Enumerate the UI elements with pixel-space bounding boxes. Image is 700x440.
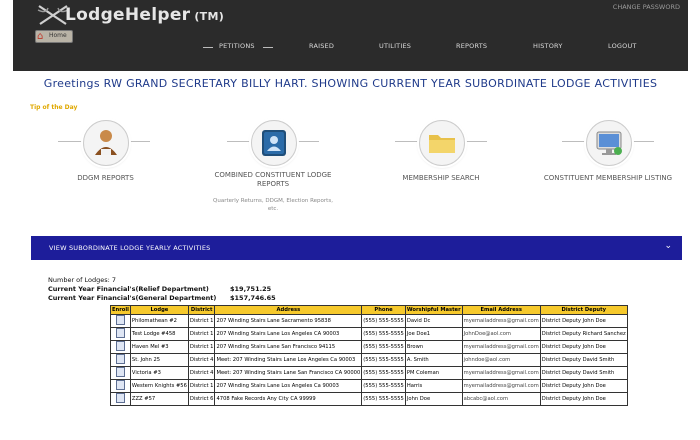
- enroll-cell[interactable]: [111, 328, 131, 341]
- feature-divider: [395, 141, 419, 142]
- feature-title-membership-search[interactable]: MEMBERSHIP SEARCH: [402, 174, 480, 182]
- address: Meet: 207 Winding Stairs Lane Los Angeles Ca 90003: [215, 354, 362, 367]
- feature-title-membership-listing[interactable]: CONSTITUENT MEMBERSHIP LISTING: [543, 174, 673, 182]
- worshipful-master: Joe Doe1: [405, 328, 462, 341]
- home-label: Home: [49, 32, 67, 39]
- column-header: Worshipful Master: [406, 307, 461, 313]
- phone: (555) 555-5555: [362, 315, 406, 328]
- column-header: Lodge: [130, 306, 188, 315]
- district: District 1: [188, 380, 215, 393]
- address: 207 Winding Stairs Lane Los Angeles CA 90003: [215, 328, 362, 341]
- district: District 4: [188, 367, 215, 380]
- feature-divider: [630, 141, 654, 142]
- column-header: Phone: [362, 306, 406, 315]
- nav-petitions[interactable]: PETITIONS: [219, 42, 255, 50]
- feature-subtitle-combined-reports: Quarterly Returns, DDGM, Election Reports, etc.: [213, 198, 333, 212]
- phone: (555) 555-5555: [362, 367, 406, 380]
- enroll-cell[interactable]: [111, 315, 131, 328]
- column-header: Address: [215, 306, 362, 315]
- tip-of-the-day[interactable]: Tip of the Day: [30, 104, 78, 111]
- district-deputy: District Deputy John Doe: [540, 341, 627, 354]
- membership-listing-button[interactable]: [586, 120, 632, 166]
- district-deputy: District Deputy John Doe: [540, 315, 627, 328]
- address: 207 Winding Stairs Lane Sacramento 95838: [215, 315, 362, 328]
- lodge-name: Victoria #3: [130, 367, 188, 380]
- person-icon: [84, 121, 128, 165]
- worshipful-master: Brown: [405, 341, 462, 354]
- enroll-document-icon[interactable]: [116, 354, 125, 364]
- feature-divider: [562, 141, 586, 142]
- worshipful-master: PM Coleman: [405, 367, 462, 380]
- worshipful-master: Harris: [405, 380, 462, 393]
- email-address[interactable]: abcabc@aol.com: [462, 393, 540, 406]
- table-row: [111, 341, 628, 354]
- nav-utilities[interactable]: UTILITIES: [379, 42, 412, 50]
- ddgm-reports-button[interactable]: [83, 120, 129, 166]
- district: District 1: [188, 328, 215, 341]
- phone: (555) 555-5555: [362, 380, 406, 393]
- table-row: [111, 393, 628, 406]
- folder-icon: [420, 121, 464, 165]
- general-value: $157,746.65: [230, 294, 276, 302]
- address: 207 Winding Stairs Lane Los Angeles Ca 90003: [215, 380, 362, 393]
- enroll-document-icon[interactable]: [116, 328, 125, 338]
- district: District 1: [188, 315, 215, 328]
- membership-search-button[interactable]: [419, 120, 465, 166]
- feature-divider: [295, 141, 319, 142]
- enroll-cell[interactable]: [111, 354, 131, 367]
- enroll-document-icon[interactable]: [116, 341, 125, 351]
- nav-raised[interactable]: RAISED: [309, 42, 335, 50]
- worshipful-master: A. Smith: [405, 354, 462, 367]
- relief-financials: [48, 285, 272, 294]
- app-trademark: (TM): [194, 10, 225, 23]
- nav-reports[interactable]: REPORTS: [456, 42, 488, 50]
- district: District 4: [188, 354, 215, 367]
- district-deputy: District Deputy David Smith: [540, 367, 627, 380]
- district-deputy: District Deputy David Smith: [540, 354, 627, 367]
- lodge-table: [110, 305, 628, 406]
- table-row: [111, 380, 628, 393]
- email-address[interactable]: myemailaddress@gmail.com: [462, 341, 540, 354]
- phone: (555) 555-5555: [362, 393, 406, 406]
- app-logo[interactable]: [65, 5, 224, 25]
- chevron-down-icon: ⌄: [664, 241, 672, 251]
- column-header: District Deputy: [540, 306, 627, 315]
- table-row: [111, 315, 628, 328]
- district-deputy: District Deputy Richard Sanchez: [540, 328, 627, 341]
- email-address[interactable]: johndoe@aol.com: [462, 354, 540, 367]
- worshipful-master: John Doe: [405, 393, 462, 406]
- lodge-name: St. John 25: [130, 354, 188, 367]
- financial-summary: [48, 276, 276, 303]
- general-label: Current Year Financial's(General Department): [48, 294, 217, 302]
- feature-divider: [463, 141, 487, 142]
- lodge-name: Philomathean #2: [130, 315, 188, 328]
- nav-divider: [263, 47, 273, 48]
- monitor-icon: [587, 121, 631, 165]
- main-nav: [203, 42, 673, 54]
- district-deputy: District Deputy John Doe: [540, 393, 627, 406]
- enroll-document-icon[interactable]: [116, 367, 125, 377]
- contact-card-icon: [252, 121, 296, 165]
- enroll-cell[interactable]: [111, 367, 131, 380]
- greeting-text: Greetings RW GRAND SECRETARY BILLY HART. SHOWING CURRENT YEAR SUBORDINATE LODGE ACTIVITIES: [43, 77, 658, 90]
- enroll-cell[interactable]: [111, 393, 131, 406]
- worshipful-master: David Dc: [405, 315, 462, 328]
- nav-history[interactable]: HISTORY: [533, 42, 563, 50]
- nav-logout[interactable]: LOGOUT: [608, 42, 637, 50]
- column-header: Enroll: [112, 307, 129, 313]
- email-address[interactable]: myemailaddress@gmail.com: [462, 380, 540, 393]
- feature-title-combined-reports[interactable]: COMBINED CONSTITUENT LODGE REPORTS: [214, 171, 332, 188]
- lodge-name: Test Lodge #458: [130, 328, 188, 341]
- address: Meet: 207 Winding Stairs Lane San Francisco CA 90000: [215, 367, 362, 380]
- table-row: [111, 367, 628, 380]
- section-title: VIEW SUBORDINATE LODGE YEARLY ACTIVITIES: [49, 244, 211, 252]
- lodge-count: Number of Lodges: 7: [48, 276, 117, 284]
- phone: (555) 555-5555: [362, 354, 406, 367]
- feature-divider: [126, 141, 150, 142]
- enroll-cell[interactable]: [111, 341, 131, 354]
- phone: (555) 555-5555: [362, 341, 406, 354]
- enroll-document-icon[interactable]: [116, 393, 125, 403]
- address: 4708 Fake Records Any City CA 99999: [215, 393, 362, 406]
- nav-divider: [203, 47, 213, 48]
- page: [13, 0, 688, 440]
- lodge-name: Western Knights #56: [130, 380, 188, 393]
- table-row: [111, 328, 628, 341]
- email-address[interactable]: JohnDoe@aol.com: [462, 328, 540, 341]
- enroll-document-icon[interactable]: [116, 380, 125, 390]
- district: District 1: [188, 341, 215, 354]
- phone: (555) 555-5555: [362, 328, 406, 341]
- table-row: [111, 354, 628, 367]
- home-icon: ⌂: [37, 31, 44, 42]
- lodge-name: ZZZ #57: [130, 393, 188, 406]
- enroll-cell[interactable]: [111, 380, 131, 393]
- column-header: District: [188, 306, 215, 315]
- change-password-link[interactable]: CHANGE PASSWORD: [612, 3, 680, 11]
- combined-reports-button[interactable]: [251, 120, 297, 166]
- relief-value: $19,751.25: [230, 285, 272, 293]
- district: District 6: [188, 393, 215, 406]
- enroll-document-icon[interactable]: [116, 315, 125, 325]
- email-address[interactable]: myemailaddress@gmail.com: [462, 367, 540, 380]
- subordinate-activities-toggle[interactable]: [31, 236, 682, 260]
- email-address[interactable]: myemailaddress@gmail.com: [462, 315, 540, 328]
- lodge-name: Haven Mel #3: [130, 341, 188, 354]
- feature-divider: [227, 141, 251, 142]
- relief-label: Current Year Financial's(Relief Department): [48, 285, 209, 293]
- home-button[interactable]: [35, 30, 73, 43]
- district-deputy: District Deputy John Doe: [540, 380, 627, 393]
- header: [13, 0, 688, 71]
- app-name: LodgeHelper: [65, 5, 191, 25]
- column-header: Email Address: [462, 306, 540, 315]
- general-financials: [48, 294, 276, 303]
- address: 207 Winding Stairs Lane San Francisco 94115: [215, 341, 362, 354]
- feature-divider: [58, 141, 82, 142]
- feature-title-ddgm[interactable]: DDGM REPORTS: [77, 174, 134, 182]
- table-header-row: [111, 306, 628, 315]
